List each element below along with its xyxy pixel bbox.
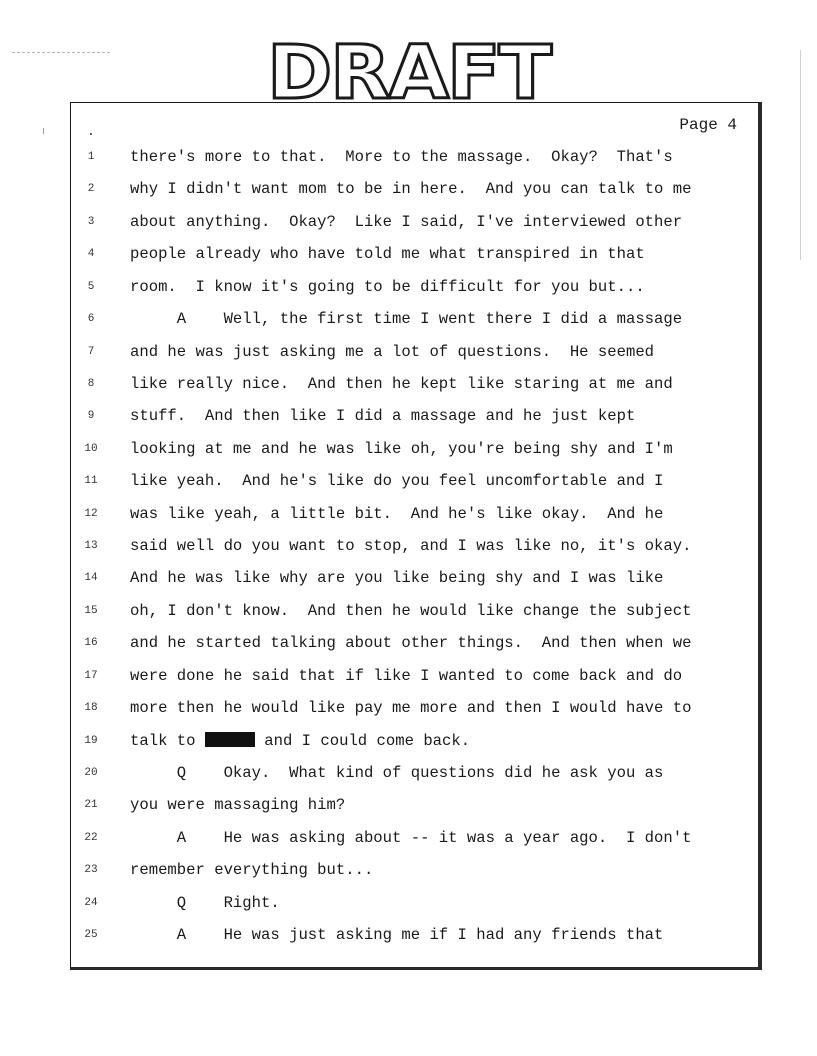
line-number: 6 <box>87 313 95 326</box>
line-text: Q Right. <box>130 893 280 912</box>
line-number: 14 <box>84 572 98 585</box>
line-text: more then he would like pay me more and then I would have to <box>130 699 692 718</box>
line-number: 3 <box>87 215 95 228</box>
transcript-line <box>130 504 750 524</box>
line-text: and he was just asking me a lot of questions. He seemed <box>130 342 655 361</box>
line-number: 7 <box>87 345 95 358</box>
line-number: 10 <box>84 442 98 455</box>
line-number: 8 <box>87 377 95 390</box>
transcript-line <box>130 277 750 297</box>
transcript-line <box>130 601 750 621</box>
page-number: Page 4 <box>679 116 737 134</box>
transcript-line <box>130 536 750 556</box>
line-text: Q Okay. What kind of questions did he ask you as <box>130 763 664 782</box>
transcript-line <box>130 309 750 329</box>
transcript-line <box>130 763 750 783</box>
line-text: A He was asking about -- it was a year ago. I don't <box>130 828 692 847</box>
transcript-line <box>130 147 750 167</box>
line-number: 25 <box>84 929 98 942</box>
line-number: 13 <box>84 540 98 553</box>
transcript-line <box>130 893 750 913</box>
transcript-line <box>130 179 750 199</box>
line-number: 19 <box>84 734 98 747</box>
line-number: 17 <box>84 669 98 682</box>
line-text: why I didn't want mom to be in here. And you can talk to me <box>130 180 692 199</box>
line-number: 2 <box>87 183 95 196</box>
line-number: 15 <box>84 604 98 617</box>
line-text: oh, I don't know. And then he would like change the subject <box>130 601 692 620</box>
line-text: A Well, the first time I went there I did a massage <box>130 310 683 329</box>
transcript-line <box>130 212 750 232</box>
transcript-line <box>130 406 750 426</box>
line-text: said well do you want to stop, and I was like no, it's okay. <box>130 537 692 556</box>
transcript-line <box>130 666 750 686</box>
transcript-line <box>130 633 750 653</box>
transcript-line <box>130 244 750 264</box>
line-text-continued: and I could come back. <box>254 731 471 750</box>
transcript-line <box>130 568 750 588</box>
transcript-line <box>130 860 750 880</box>
transcript-line <box>130 374 750 394</box>
line-text: you were massaging him? <box>130 796 346 815</box>
line-number: 18 <box>84 702 98 715</box>
transcript-line <box>130 795 750 815</box>
line-text: was like yeah, a little bit. And he's like okay. And he <box>130 504 664 523</box>
line-number: 9 <box>87 410 95 423</box>
line-text: talk to <box>130 731 205 750</box>
line-text: there's more to that. More to the massage. Okay? That's <box>130 148 673 166</box>
line-text: remember everything but... <box>130 861 374 880</box>
line-number: 21 <box>84 799 98 812</box>
draft-stamp: DRAFT <box>267 30 550 116</box>
line-number: 16 <box>84 637 98 650</box>
line-text: looking at me and he was like oh, you're being shy and I'm <box>130 439 673 458</box>
transcript-line <box>130 698 750 718</box>
margin-mark <box>90 133 92 135</box>
line-number: 1 <box>87 151 95 163</box>
line-number: 11 <box>84 475 98 488</box>
line-text: were done he said that if like I wanted to come back and do <box>130 666 683 685</box>
line-text: like yeah. And he's like do you feel uncomfortable and I <box>130 472 664 491</box>
transcript-line <box>130 828 750 848</box>
transcript-line <box>130 342 750 362</box>
transcript-line <box>130 925 750 945</box>
line-number: 22 <box>84 831 98 844</box>
line-number: 4 <box>87 248 95 261</box>
line-text: stuff. And then like I did a massage and he just kept <box>130 407 636 426</box>
line-text: And he was like why are you like being shy and I was like <box>130 569 664 588</box>
line-text: like really nice. And then he kept like staring at me and <box>130 374 673 393</box>
line-number: 20 <box>84 766 98 779</box>
scan-artifact-tick <box>43 128 44 134</box>
transcript-line <box>130 731 750 751</box>
line-text: about anything. Okay? Like I said, I've interviewed other <box>130 212 683 231</box>
line-text: room. I know it's going to be difficult for you but... <box>130 277 645 296</box>
transcript-line <box>130 439 750 459</box>
transcript-line <box>130 471 750 491</box>
line-number: 24 <box>84 896 98 909</box>
line-text: A He was just asking me if I had any friends that <box>130 926 664 945</box>
line-number: 12 <box>84 507 98 520</box>
line-number: 23 <box>84 864 98 877</box>
redaction-block <box>205 732 255 747</box>
line-text: and he started talking about other things. And then when we <box>130 634 692 653</box>
line-text: people already who have told me what transpired in that <box>130 245 645 264</box>
line-number: 5 <box>87 280 95 293</box>
